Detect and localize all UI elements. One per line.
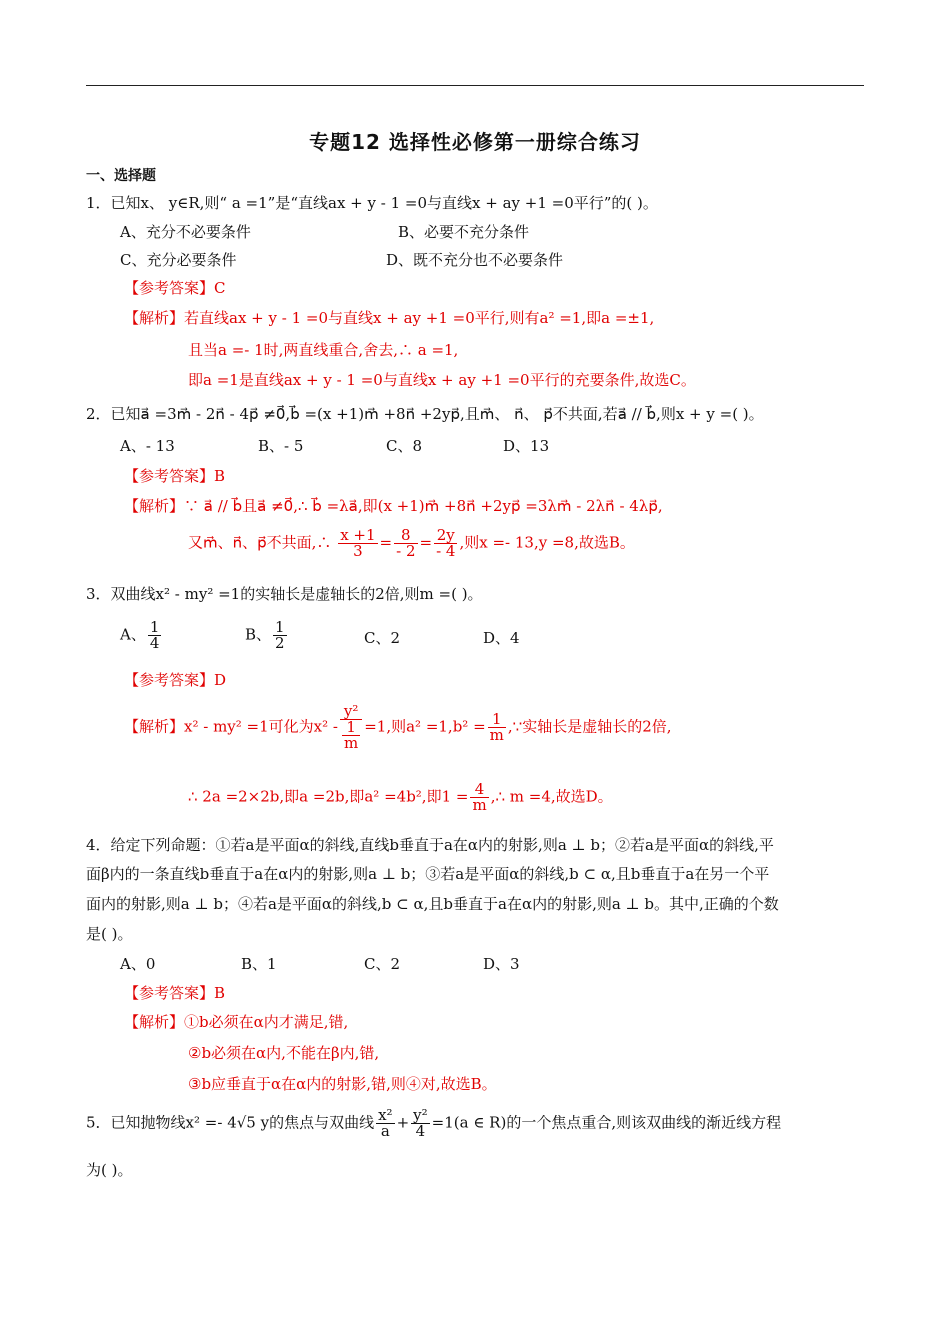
q2-answer: 【参考答案】B	[124, 467, 226, 485]
q4-option-c: C、2	[364, 955, 401, 973]
q3-explanation-2: ∴ 2a =2×2b,即a =2b,即a² =4b²,即1 = $\frac{4}{m}$ ,∴ m =4,故选D。	[188, 780, 613, 814]
fraction-1-4: $\frac{1}{4}$	[149, 618, 160, 652]
section-heading: 一、选择题	[86, 168, 156, 184]
question-5-stem-2: 为( )。	[86, 1161, 133, 1179]
q3-option-b: B、 $\frac{1}{2}$	[245, 618, 285, 652]
q2-exp2-prefix: 又m⃗、n⃗、p⃗不共面,∴	[188, 533, 332, 552]
q1-explanation-2: 且当a =- 1时,两直线重合,舍去,∴ a =1,	[188, 341, 459, 359]
q4-option-b: B、1	[241, 955, 277, 973]
q3-explanation-1: 【解析】x² - my² =1可化为x² - $\frac{\text{y²}}{\frac{1}{m}}$ =1,则a² =1,b² = $\frac{1}{m}$ ,∵实轴长是虚轴长的2倍,	[124, 702, 672, 752]
page-title: 专题12 选择性必修第一册综合练习	[309, 130, 641, 154]
q2-option-b: B、- 5	[258, 437, 304, 455]
compound-fraction: $\frac{\text{y²}}{\frac{1}{m}}$	[340, 704, 362, 751]
q2-explanation-1: 【解析】∵ a⃗ // b⃗且a⃗ ≠0⃗,∴ b⃗ =λa⃗,即(x +1)m⃗ +8n⃗ +2yp⃗ =3λm⃗ - 2λn⃗ - 4λp⃗,	[124, 497, 663, 515]
question-3-stem: 3．双曲线x² - my² =1的实轴长是虚轴长的2倍,则m =( )。	[86, 585, 483, 603]
question-4-stem-3: 面内的射影,则a ⊥ b；④若a是平面α的斜线,b ⊂ α,且b垂直于a在α内的射影,则a ⊥ b。其中,正确的个数	[86, 895, 779, 913]
fraction-2: $\frac{8}{- 2}$	[396, 526, 416, 560]
q1-explanation-3: 即a =1是直线ax + y - 1 =0与直线x + ay +1 =0平行的充要条件,故选C。	[188, 371, 696, 389]
q1-option-c: C、充分必要条件	[120, 251, 237, 269]
fraction-4-m: $\frac{4}{m}$	[472, 780, 487, 814]
q2-explanation-2: 又m⃗、n⃗、p⃗不共面,∴ $\frac{x +1}{3}$ = $\frac{8}{- 2}$ = $\frac{2y}{- 4}$ ,则x =- 13,y =8,故选B。	[188, 526, 635, 560]
q4-explanation-3: ③b应垂直于α在α内的射影,错,则④对,故选B。	[188, 1075, 497, 1093]
q3-option-c: C、2	[364, 629, 401, 647]
question-4-stem-2: 面β内的一条直线b垂直于a在α内的射影,则a ⊥ b；③若a是平面α的斜线,b ⊂ α,且b垂直于a在另一个平	[86, 865, 770, 883]
fraction-y2-4: $\frac{\text{y²}}{4}$	[413, 1106, 428, 1140]
q2-exp2-suffix: ,则x =- 13,y =8,故选B。	[459, 533, 635, 552]
question-1-stem: 1．已知x、 y∈R,则“ a =1”是“直线ax + y - 1 =0与直线x + ay +1 =0平行”的( )。	[86, 194, 658, 212]
question-5-stem-1: 5．已知抛物线x² =- 4√5 y的焦点与双曲线 $\frac{\text{x²}}{a}$ + $\frac{\text{y²}}{4}$ =1(a ∈ R)的一个焦点重合,则该双曲线的渐近线方程	[86, 1106, 782, 1140]
q1-answer: 【参考答案】C	[124, 279, 226, 297]
fraction-1-2: $\frac{1}{2}$	[275, 618, 285, 652]
q4-option-d: D、3	[483, 955, 520, 973]
question-4-stem-4: 是( )。	[86, 925, 133, 943]
header-rule	[86, 85, 864, 86]
question-4-stem-1: 4．给定下列命题：①若a是平面α的斜线,直线b垂直于a在α内的射影,则a ⊥ b；②若a是平面α的斜线,平	[86, 836, 774, 854]
q3-option-a: A、 $\frac{1}{4}$	[120, 618, 160, 652]
q2-option-d: D、13	[503, 437, 550, 455]
q1-explanation-1: 【解析】若直线ax + y - 1 =0与直线x + ay +1 =0平行,则有a² =1,即a =±1,	[124, 309, 655, 327]
q4-explanation-2: ②b必须在α内,不能在β内,错,	[188, 1044, 380, 1062]
q3-answer: 【参考答案】D	[124, 671, 227, 689]
q4-option-a: A、0	[120, 955, 156, 973]
fraction-1-m: $\frac{1}{m}$	[489, 710, 504, 744]
question-2-stem: 2．已知a⃗ =3m⃗ - 2n⃗ - 4p⃗ ≠0⃗,b⃗ =(x +1)m⃗ +8n⃗ +2yp⃗,且m⃗、 n⃗、 p⃗不共面,若a⃗ // b⃗,则x + y =( )。	[86, 405, 764, 423]
q1-option-a: A、充分不必要条件	[120, 223, 251, 241]
q4-explanation-1: 【解析】①b必须在α内才满足,错,	[124, 1013, 349, 1031]
fraction-x2-a: $\frac{\text{x²}}{a}$	[378, 1106, 393, 1140]
fraction-3: $\frac{2y}{- 4}$	[436, 526, 456, 560]
q3-option-d: D、4	[483, 629, 520, 647]
fraction-1: $\frac{x +1}{3}$	[340, 526, 376, 560]
q2-option-c: C、8	[386, 437, 423, 455]
q1-option-b: B、必要不充分条件	[398, 223, 530, 241]
q2-option-a: A、- 13	[120, 437, 175, 455]
q4-answer: 【参考答案】B	[124, 984, 226, 1002]
q1-option-d: D、既不充分也不必要条件	[386, 251, 564, 269]
